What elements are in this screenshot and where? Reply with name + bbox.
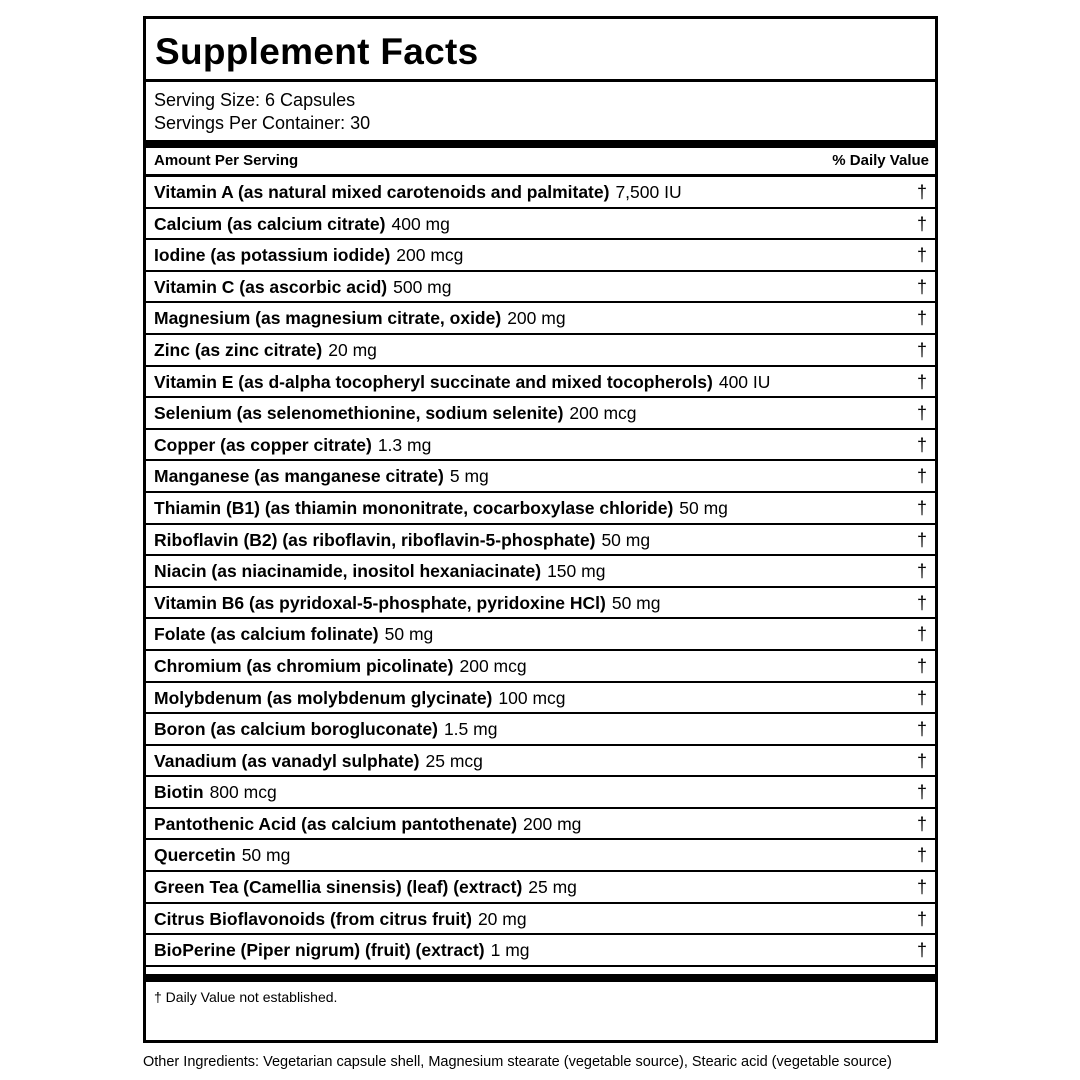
nutrient-amount: 1.5 mg: [443, 719, 498, 740]
nutrient-name: Manganese (as manganese citrate): [154, 466, 444, 487]
nutrient-row: [146, 177, 935, 209]
nutrient-name: Thiamin (B1) (as thiamin mononitrate, cocarboxylase chloride): [154, 497, 674, 518]
nutrient-label: [154, 277, 451, 298]
nutrient-name: Boron (as calcium borogluconate): [154, 719, 438, 740]
nutrient-label: [154, 340, 377, 361]
dagger-symbol: †: [916, 750, 927, 771]
nutrient-row: [146, 935, 935, 967]
nutrient-amount: 200 mcg: [396, 245, 464, 266]
nutrient-row: [146, 335, 935, 367]
nutrient-name: Molybdenum (as molybdenum glycinate): [154, 687, 493, 708]
nutrient-label: [154, 245, 463, 266]
footnote: † Daily Value not established.: [154, 989, 338, 1005]
supplement-facts-panel: [143, 16, 938, 1043]
nutrient-name: Selenium (as selenomethionine, sodium selenite): [154, 403, 564, 424]
dagger-symbol: †: [916, 339, 927, 360]
nutrient-label: [154, 530, 650, 551]
nutrient-row: [146, 683, 935, 715]
nutrient-name: Folate (as calcium folinate): [154, 624, 379, 645]
nutrient-amount: 1 mg: [490, 940, 530, 961]
nutrient-label: [154, 719, 497, 740]
nutrient-label: [154, 466, 489, 487]
nutrient-list: [146, 177, 935, 967]
dagger-symbol: †: [916, 497, 927, 518]
nutrient-label: [154, 909, 527, 930]
nutrient-row: [146, 240, 935, 272]
nutrient-amount: 1.3 mg: [377, 434, 432, 455]
nutrient-name: Quercetin: [154, 845, 236, 866]
dagger-symbol: †: [916, 182, 927, 202]
nutrient-name: Citrus Bioflavonoids (from citrus fruit): [154, 908, 472, 929]
nutrient-amount: 50 mg: [241, 845, 291, 866]
nutrient-row: [146, 493, 935, 525]
nutrient-label: [154, 561, 605, 582]
nutrient-amount: 20 mg: [328, 339, 377, 360]
nutrient-label: [154, 814, 581, 835]
nutrient-name: Vitamin C (as ascorbic acid): [154, 276, 388, 297]
dagger-symbol: †: [916, 466, 927, 487]
nutrient-label: [154, 845, 290, 866]
dagger-symbol: †: [916, 434, 927, 455]
nutrient-amount: 400 mg: [391, 213, 450, 234]
dagger-symbol: †: [916, 877, 927, 898]
nutrient-name: Calcium (as calcium citrate): [154, 213, 386, 234]
amount-per-serving-header: Amount Per Serving: [154, 152, 299, 169]
other-ingredients: Other Ingredients: Vegetarian capsule shell, Magnesium stearate (vegetable source), Stearic acid (vegetable source): [143, 1054, 892, 1070]
nutrient-name: Vitamin A (as natural mixed carotenoids and palmitate): [154, 182, 610, 202]
dagger-symbol: †: [916, 371, 927, 392]
nutrient-amount: 200 mcg: [459, 655, 527, 676]
nutrient-amount: 50 mg: [384, 624, 434, 645]
dagger-symbol: †: [916, 308, 927, 329]
nutrient-name: Riboflavin (B2) (as riboflavin, riboflavin-5-phosphate): [154, 529, 596, 550]
title-divider: [146, 79, 935, 82]
nutrient-amount: 200 mg: [523, 813, 582, 834]
dagger-symbol: †: [916, 845, 927, 866]
nutrient-amount: 200 mcg: [569, 403, 637, 424]
thick-divider-top: [146, 140, 935, 148]
panel-title: Supplement Facts: [155, 31, 479, 72]
nutrient-label: [154, 782, 277, 803]
nutrient-amount: 100 mcg: [498, 687, 566, 708]
nutrient-amount: 25 mg: [528, 877, 577, 898]
nutrient-label: [154, 214, 450, 235]
servings-per-container: Servings Per Container: 30: [154, 113, 371, 133]
nutrient-row: [146, 619, 935, 651]
nutrient-name: Pantothenic Acid (as calcium pantothenate): [154, 813, 518, 834]
nutrient-name: Green Tea (Camellia sinensis) (leaf) (extract): [154, 877, 523, 898]
nutrient-amount: 7,500 IU: [615, 182, 682, 202]
dagger-symbol: †: [916, 687, 927, 708]
dagger-symbol: †: [916, 529, 927, 550]
nutrient-amount: 20 mg: [477, 908, 527, 929]
dagger-symbol: †: [916, 782, 927, 803]
dagger-symbol: †: [916, 655, 927, 676]
dagger-symbol: †: [916, 940, 927, 961]
dagger-symbol: †: [916, 592, 927, 613]
nutrient-row: [146, 746, 935, 778]
nutrient-amount: 50 mg: [601, 529, 651, 550]
serving-info: [154, 89, 370, 135]
nutrient-row: [146, 272, 935, 304]
nutrient-name: Niacin (as niacinamide, inositol hexaniacinate): [154, 561, 542, 582]
nutrient-label: [154, 435, 431, 456]
nutrient-label: [154, 877, 577, 898]
dagger-symbol: †: [916, 813, 927, 834]
nutrient-row: [146, 809, 935, 841]
serving-size: Serving Size: 6 Capsules: [154, 90, 356, 110]
nutrient-name: Magnesium (as magnesium citrate, oxide): [154, 308, 502, 329]
nutrient-label: [154, 688, 566, 709]
nutrient-row: [146, 461, 935, 493]
nutrient-label: [154, 940, 530, 961]
nutrient-row: [146, 904, 935, 936]
nutrient-name: Copper (as copper citrate): [154, 434, 372, 455]
nutrient-amount: 500 mg: [393, 276, 452, 297]
nutrient-amount: 200 mg: [507, 308, 566, 329]
nutrient-name: BioPerine (Piper nigrum) (fruit) (extract): [154, 940, 485, 961]
dagger-symbol: †: [916, 403, 927, 424]
nutrient-row: [146, 872, 935, 904]
nutrient-row: [146, 840, 935, 872]
nutrient-label: [154, 308, 566, 329]
nutrient-name: Zinc (as zinc citrate): [154, 339, 323, 360]
dagger-symbol: †: [916, 561, 927, 582]
nutrient-amount: 50 mg: [679, 497, 728, 518]
nutrient-row: [146, 714, 935, 746]
thick-divider-bottom: [146, 974, 935, 982]
nutrient-amount: 50 mg: [611, 592, 661, 613]
nutrient-row: [146, 556, 935, 588]
nutrient-row: [146, 303, 935, 335]
nutrient-row: [146, 588, 935, 620]
dagger-symbol: †: [916, 276, 927, 297]
nutrient-row: [146, 430, 935, 462]
nutrient-name: Vitamin B6 (as pyridoxal-5-phosphate, pyridoxine HCl): [154, 592, 606, 613]
nutrient-label: [154, 182, 682, 203]
nutrient-label: [154, 624, 433, 645]
nutrient-row: [146, 651, 935, 683]
nutrient-name: Vanadium (as vanadyl sulphate): [154, 750, 420, 771]
nutrient-row: [146, 209, 935, 241]
nutrient-amount: 800 mcg: [209, 782, 277, 803]
nutrient-amount: 150 mg: [547, 561, 606, 582]
nutrient-amount: 25 mcg: [425, 750, 483, 771]
nutrient-label: [154, 498, 728, 519]
nutrient-label: [154, 372, 770, 393]
nutrient-row: [146, 525, 935, 557]
dagger-symbol: †: [916, 908, 927, 929]
dagger-symbol: †: [916, 245, 927, 266]
nutrient-amount: 5 mg: [449, 466, 489, 487]
dagger-symbol: †: [916, 624, 927, 645]
nutrient-name: Biotin: [154, 782, 204, 803]
dagger-symbol: †: [916, 719, 927, 740]
nutrient-label: [154, 593, 661, 614]
nutrient-row: [146, 398, 935, 430]
nutrient-name: Vitamin E (as d-alpha tocopheryl succinate and mixed tocopherols): [154, 371, 713, 392]
nutrient-label: [154, 403, 637, 424]
nutrient-row: [146, 777, 935, 809]
nutrient-name: Chromium (as chromium picolinate): [154, 655, 454, 676]
nutrient-label: [154, 656, 527, 677]
nutrient-amount: 400 IU: [718, 371, 771, 392]
nutrient-row: [146, 367, 935, 399]
nutrient-name: Iodine (as potassium iodide): [154, 245, 391, 266]
dagger-symbol: †: [916, 213, 927, 234]
nutrient-label: [154, 751, 483, 772]
daily-value-header: % Daily Value: [832, 152, 929, 169]
